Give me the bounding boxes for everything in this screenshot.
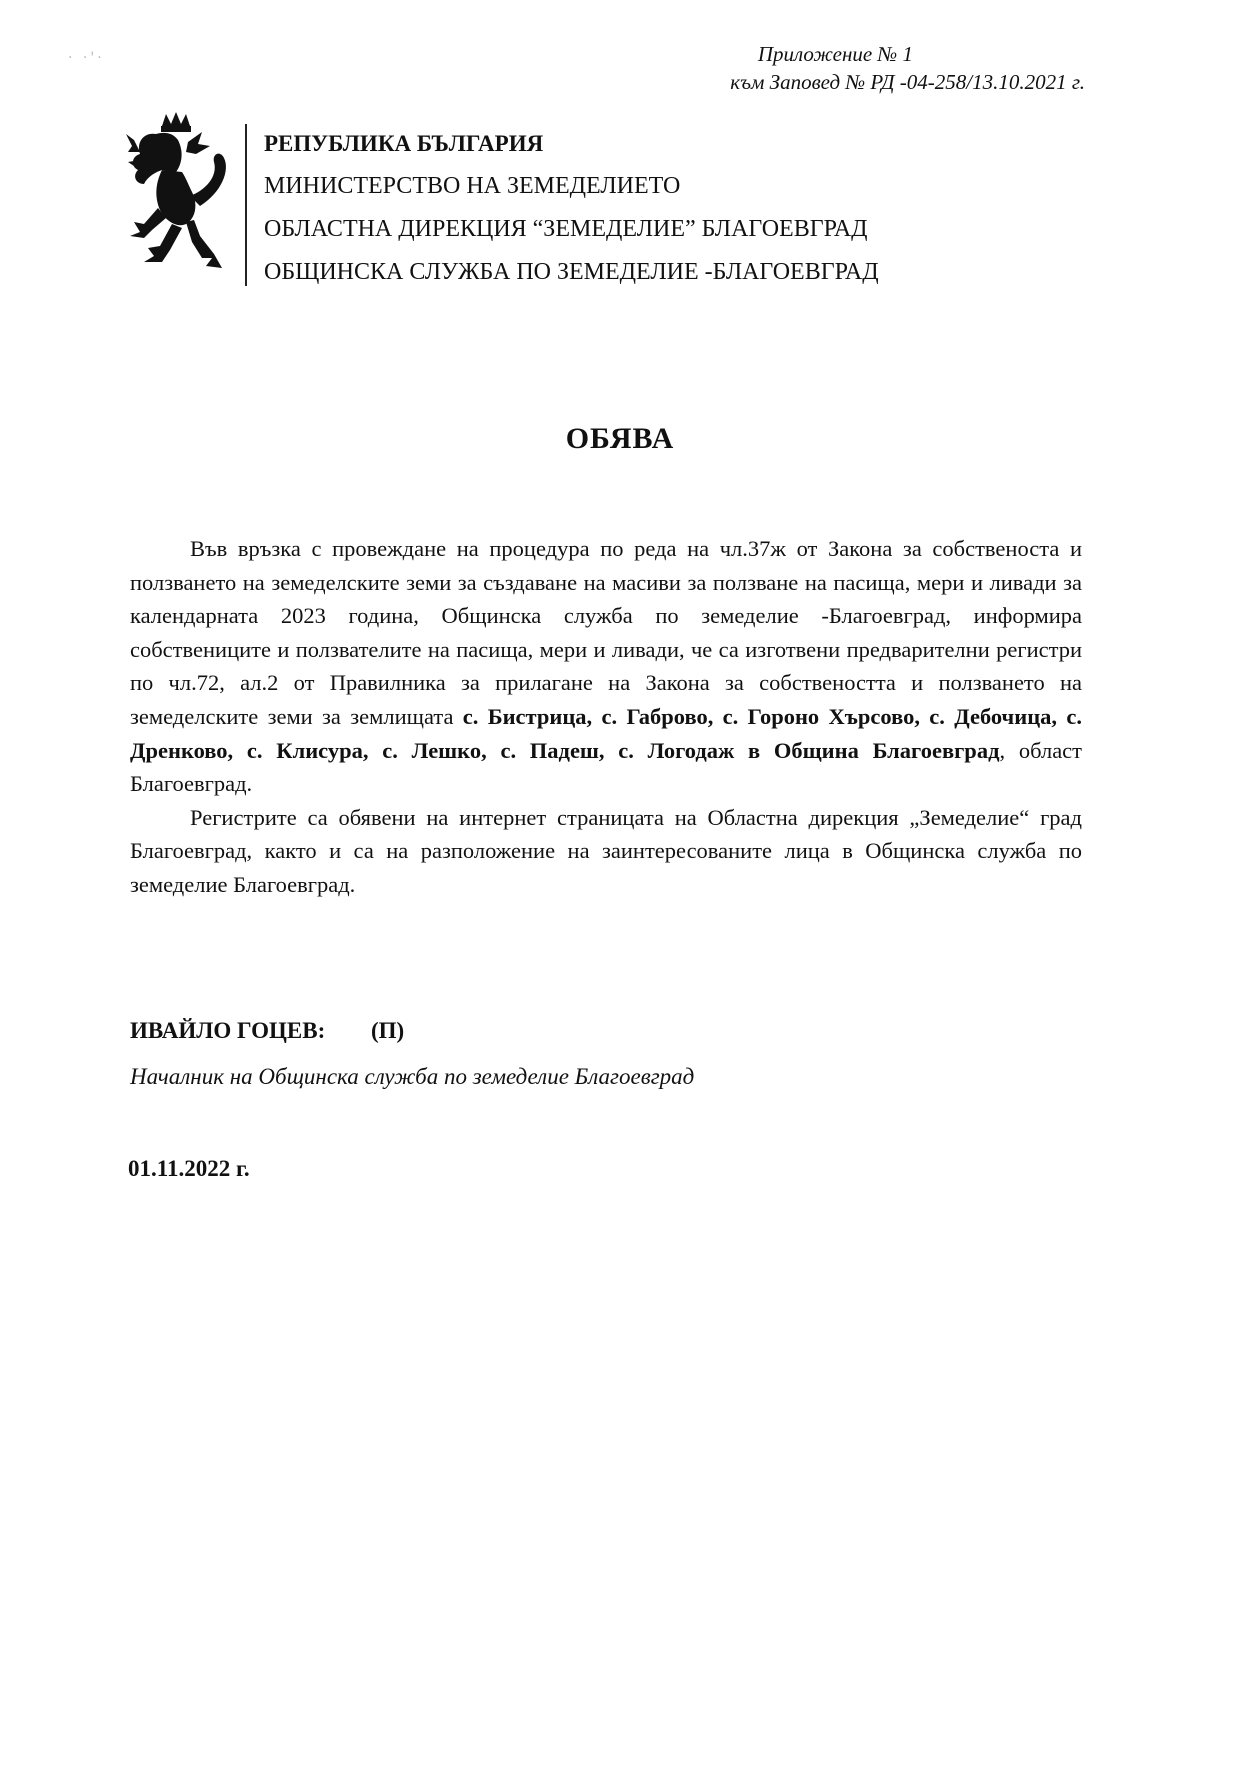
annex-reference — [730, 40, 1085, 96]
ministry-name: МИНИСТЕРСТВО НА ЗЕМЕДЕЛИЕТО — [264, 173, 681, 199]
signatory-position: Началник на Общинска служба по земеделие Благоевград — [130, 1064, 695, 1089]
annex-number: Приложение № 1 — [757, 42, 913, 66]
signatory-name: ИВАЙЛО ГОЦЕВ: — [130, 1018, 326, 1043]
signature-block — [130, 1018, 404, 1044]
scan-specks: · ·'· — [68, 50, 105, 66]
paragraph-registers: Регистрите са обявени на интернет страницата на Областна дирекция „Земеделие“ град Благоевград, както и са на разположение на заинтересованите лица в Общинска служба по земеделие Благоевград. — [130, 804, 1082, 897]
document-date: 01.11.2022 г. — [128, 1156, 250, 1181]
paragraph-procedure-tail: , област Благоевград. — [130, 737, 1083, 797]
paragraph-procedure — [130, 532, 1082, 801]
document-title: ОБЯВА — [565, 422, 675, 455]
bulgarian-coat-of-arms-lion-icon — [126, 112, 234, 272]
header-divider — [245, 124, 247, 286]
announcement-body — [130, 532, 1082, 902]
order-reference: към Заповед № РД -04-258/13.10.2021 г. — [730, 70, 1085, 94]
republic-name: РЕПУБЛИКА БЪЛГАРИЯ — [264, 131, 544, 156]
signature-mark: (П) — [371, 1018, 405, 1043]
paragraph-procedure-text: Във връзка с провеждане на процедура по реда на чл.37ж от Закона за собственоста и ползването на земеделските земи за създаване на масиви за ползване на пасища, мери и ливади за календарната 2023 година, Общинска служба по земеделие -Благоевград, информира собствениците и ползвателите на пасища, мери и ливади, че са изготвени предварителни регистри по чл.72, ал.2 от Правилника за прилагане на Закона за собствеността и ползването на земеделските земи за землищата — [130, 536, 1082, 729]
institution-lines — [264, 122, 879, 294]
letterhead — [126, 112, 946, 285]
service-name: ОБЩИНСКА СЛУЖБА ПО ЗЕМЕДЕЛИЕ -БЛАГОЕВГРАД — [264, 259, 879, 285]
directorate-name: ОБЛАСТНА ДИРЕКЦИЯ “ЗЕМЕДЕЛИЕ” БЛАГОЕВГРАД — [264, 216, 868, 242]
villages-list: с. Бистрица, с. Габрово, с. Гороно Хърсово, с. Дебочица, с. Дренково, с. Клисура, с. Лешко, с. Падеш, с. Логодаж в Община Благоевград — [130, 703, 1082, 763]
